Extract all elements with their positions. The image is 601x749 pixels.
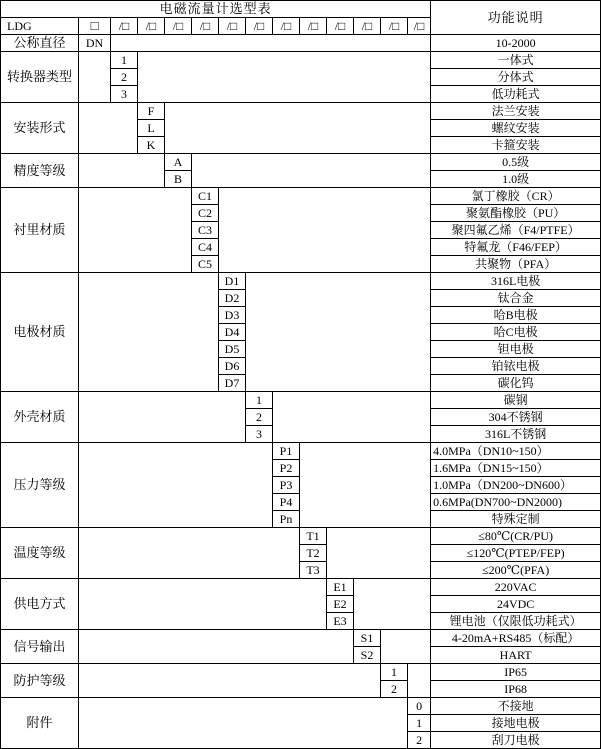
code-cell: P2 <box>273 460 300 477</box>
code-cell: L <box>138 120 165 137</box>
desc-cell: 分体式 <box>431 69 601 86</box>
code-cell: D4 <box>219 324 246 341</box>
code-cell: S1 <box>354 630 381 647</box>
desc-cell: 法兰安装 <box>431 103 601 120</box>
desc-cell: IP68 <box>431 681 601 698</box>
section-installation <box>1 103 601 120</box>
desc-cell: 特殊定制 <box>431 511 601 528</box>
code-cell: P1 <box>273 443 300 460</box>
desc-cell: 220VAC <box>431 579 601 596</box>
section-label: 安装形式 <box>1 103 79 154</box>
code-box: □ <box>79 18 111 35</box>
empty-span <box>79 392 246 443</box>
section-accuracy <box>1 154 601 171</box>
code-slot-3: /□ <box>165 18 192 35</box>
code-cell: C3 <box>192 222 219 239</box>
code-cell: 2 <box>408 732 431 749</box>
code-slot-4: /□ <box>192 18 219 35</box>
function-column-header: 功能说明 <box>431 1 601 35</box>
section-label: 精度等级 <box>1 154 79 188</box>
desc-cell: 卡箍安装 <box>431 137 601 154</box>
desc-cell: 特氟龙（F46/FEP） <box>431 239 601 256</box>
table-title: 电磁流量计选型表 <box>1 1 431 18</box>
desc-cell: 接地电极 <box>431 715 601 732</box>
desc-cell: 氯丁橡胶（CR） <box>431 188 601 205</box>
empty-span <box>246 273 431 392</box>
desc-cell: 碳化钨 <box>431 375 601 392</box>
desc-cell: 聚四氟乙烯（F4/PTFE） <box>431 222 601 239</box>
code-cell: D6 <box>219 358 246 375</box>
code-cell: 2 <box>111 69 138 86</box>
section-protection <box>1 664 601 681</box>
code-cell: D5 <box>219 341 246 358</box>
desc-cell: 4.0MPa（DN10~150） <box>431 443 601 460</box>
section-signal-output <box>1 630 601 647</box>
section-label: 供电方式 <box>1 579 79 630</box>
code-cell: T3 <box>300 562 327 579</box>
desc-cell: 4-20mA+RS485（标配） <box>431 630 601 647</box>
empty-span <box>79 103 138 154</box>
desc-cell: 哈C电极 <box>431 324 601 341</box>
desc-cell: 24VDC <box>431 596 601 613</box>
desc-cell: 不接地 <box>431 698 601 715</box>
model-prefix: LDG <box>1 18 79 35</box>
desc-cell: 1.6MPa（DN15~150） <box>431 460 601 477</box>
desc-cell: ≤80℃(CR/PU) <box>431 528 601 545</box>
desc-cell: 铂铱电极 <box>431 358 601 375</box>
section-temperature <box>1 528 601 545</box>
section-label: 外壳材质 <box>1 392 79 443</box>
empty-span <box>408 664 431 698</box>
code-cell: B <box>165 171 192 188</box>
code-cell: C5 <box>192 256 219 273</box>
desc-cell: 1.0级 <box>431 171 601 188</box>
section-pressure <box>1 443 601 460</box>
desc-cell: 316L不锈钢 <box>431 426 601 443</box>
code-slot-11: /□ <box>381 18 408 35</box>
code-cell: C2 <box>192 205 219 222</box>
empty-span <box>273 392 431 443</box>
code-cell: S2 <box>354 647 381 664</box>
desc-cell: 锂电池（仅限低功耗式） <box>431 613 601 630</box>
code-cell: P4 <box>273 494 300 511</box>
code-cell: 1 <box>111 52 138 69</box>
code-cell: C1 <box>192 188 219 205</box>
code-slot-5: /□ <box>219 18 246 35</box>
desc-cell: 共聚物（PFA） <box>431 256 601 273</box>
code-cell: E3 <box>327 613 354 630</box>
code-cell: T2 <box>300 545 327 562</box>
desc-cell: ≤120℃(PTEP/FEP) <box>431 545 601 562</box>
section-power-supply <box>1 579 601 596</box>
desc-cell: 螺纹安装 <box>431 120 601 137</box>
empty-span <box>327 528 431 579</box>
section-label: 附件 <box>1 698 79 749</box>
section-label: 信号输出 <box>1 630 79 664</box>
code-cell: 1 <box>246 392 273 409</box>
code-cell: P3 <box>273 477 300 494</box>
code-cell: 3 <box>246 426 273 443</box>
code-cell: A <box>165 154 192 171</box>
section-label: 压力等级 <box>1 443 79 528</box>
desc-cell: 钽电极 <box>431 341 601 358</box>
desc-cell: 碳钢 <box>431 392 601 409</box>
desc-cell: 0.5级 <box>431 154 601 171</box>
code-cell: K <box>138 137 165 154</box>
empty-span <box>79 630 354 664</box>
desc-cell: 哈B电极 <box>431 307 601 324</box>
code-cell: C4 <box>192 239 219 256</box>
empty-span <box>354 579 431 630</box>
empty-span <box>138 52 431 103</box>
code-cell: D3 <box>219 307 246 324</box>
empty-span <box>79 443 273 528</box>
code-cell: 3 <box>111 86 138 103</box>
desc-cell: HART <box>431 647 601 664</box>
section-label: 温度等级 <box>1 528 79 579</box>
empty-span <box>381 630 431 664</box>
section-housing <box>1 392 601 409</box>
desc-cell: 304不锈钢 <box>431 409 601 426</box>
empty-span <box>79 698 408 749</box>
empty-span <box>300 443 431 528</box>
code-slot-10: /□ <box>354 18 381 35</box>
code-cell: 2 <box>381 681 408 698</box>
empty-span <box>79 528 300 579</box>
code-cell: 1 <box>381 664 408 681</box>
section-label-dn: 公称直径 <box>1 35 79 52</box>
code-cell: E1 <box>327 579 354 596</box>
desc-cell: 聚氨酯橡胶（PU） <box>431 205 601 222</box>
section-label: 电极材质 <box>1 273 79 392</box>
code-cell: Pn <box>273 511 300 528</box>
code-slot-1: /□ <box>111 18 138 35</box>
section-accessories <box>1 698 601 715</box>
code-slot-9: /□ <box>327 18 354 35</box>
section-label: 衬里材质 <box>1 188 79 273</box>
empty-span <box>192 154 431 188</box>
desc-cell: 钛合金 <box>431 290 601 307</box>
section-label: 防护等级 <box>1 664 79 698</box>
empty-span <box>165 103 431 154</box>
desc-cell: ≤200℃(PFA) <box>431 562 601 579</box>
code-cell: D2 <box>219 290 246 307</box>
section-converter-type <box>1 52 601 69</box>
desc-cell: 低功耗式 <box>431 86 601 103</box>
dn-code: DN <box>79 35 111 52</box>
code-cell: D7 <box>219 375 246 392</box>
code-slot-8: /□ <box>300 18 327 35</box>
empty-span <box>79 273 219 392</box>
code-slot-2: /□ <box>138 18 165 35</box>
empty-span <box>79 579 327 630</box>
section-label: 转换器类型 <box>1 52 79 103</box>
desc-cell: 10-2000 <box>431 35 601 52</box>
desc-cell: 316L电极 <box>431 273 601 290</box>
empty-span <box>219 188 431 273</box>
code-cell: F <box>138 103 165 120</box>
code-cell: 0 <box>408 698 431 715</box>
desc-cell: IP65 <box>431 664 601 681</box>
section-electrode <box>1 273 601 290</box>
empty-span <box>79 154 165 188</box>
code-slot-12: /□ <box>408 18 431 35</box>
section-liner <box>1 188 601 205</box>
code-slot-7: /□ <box>273 18 300 35</box>
dn-row <box>1 35 601 52</box>
desc-cell: 1.0MPa（DN200~DN600） <box>431 477 601 494</box>
empty-span <box>79 52 111 103</box>
desc-cell: 刮刀电极 <box>431 732 601 749</box>
empty-span <box>111 35 431 52</box>
empty-span <box>79 664 381 698</box>
desc-cell: 0.6MPa(DN700~DN2000) <box>431 494 601 511</box>
code-cell: T1 <box>300 528 327 545</box>
code-cell: E2 <box>327 596 354 613</box>
code-cell: D1 <box>219 273 246 290</box>
code-cell: 1 <box>408 715 431 732</box>
empty-span <box>79 188 192 273</box>
code-slot-6: /□ <box>246 18 273 35</box>
desc-cell: 一体式 <box>431 52 601 69</box>
code-cell: 2 <box>246 409 273 426</box>
